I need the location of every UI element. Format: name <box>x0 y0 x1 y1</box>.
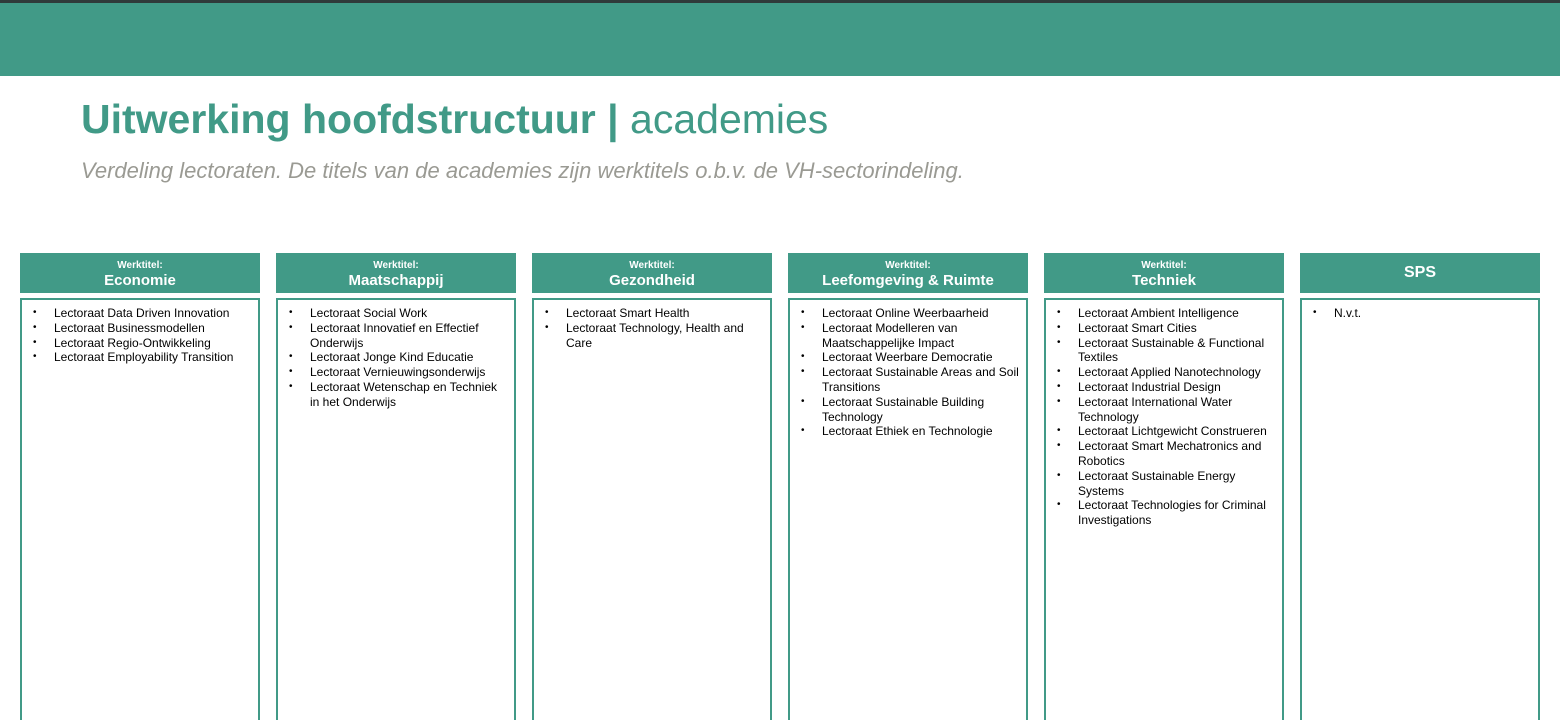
list-item <box>1046 365 1276 380</box>
bullet-icon: • <box>1057 380 1061 392</box>
page-subtitle: Verdeling lectoraten. De titels van de academies zijn werktitels o.b.v. de VH-sectorindeling. <box>81 158 964 183</box>
column-title: Maatschappij <box>348 272 444 289</box>
list-item-text: Lectoraat Smart Cities <box>1078 320 1197 335</box>
column-maatschappij <box>276 253 516 720</box>
column-kicker: Werktitel: <box>1141 260 1187 271</box>
lectoraten-list <box>278 300 514 410</box>
list-item <box>1046 439 1276 469</box>
list-item-text: Lectoraat Smart Mechatronics and Robotics <box>1078 439 1262 468</box>
bullet-icon: • <box>33 307 37 318</box>
column-leefomgeving-ruimte <box>788 253 1028 720</box>
list-item-text: Lectoraat Jonge Kind Educatie <box>310 350 474 365</box>
list-item <box>1046 395 1276 425</box>
lectoraten-list <box>534 300 770 350</box>
list-item <box>1046 321 1276 336</box>
bullet-icon: • <box>1057 336 1061 348</box>
column-body <box>788 298 1028 720</box>
list-item-text: Lectoraat Innovatief en Effectief Onderwijs <box>310 320 479 350</box>
list-item <box>22 321 252 336</box>
list-item-text: Lectoraat Industrial Design <box>1078 379 1221 394</box>
bullet-icon: • <box>545 307 549 318</box>
bullet-icon: • <box>289 307 293 318</box>
list-item-text: N.v.t. <box>1334 306 1362 320</box>
column-gezondheid <box>532 253 772 720</box>
column-body <box>1300 298 1540 720</box>
page-title-light: academies <box>630 96 829 142</box>
lectoraten-list <box>22 300 258 365</box>
bullet-icon: • <box>33 336 37 348</box>
lectoraten-list <box>1046 300 1282 528</box>
bullet-icon: • <box>1057 307 1061 318</box>
column-techniek <box>1044 253 1284 720</box>
bullet-icon: • <box>1057 366 1061 378</box>
bullet-icon: • <box>1057 321 1061 333</box>
column-header <box>20 253 260 293</box>
list-item-text: Lectoraat Sustainable Areas and Soil Transitions <box>822 365 1019 394</box>
list-item-text: Lectoraat Smart Health <box>566 306 690 320</box>
list-item <box>1046 306 1276 321</box>
column-title: Gezondheid <box>609 272 695 289</box>
column-body <box>276 298 516 720</box>
bullet-icon: • <box>1057 395 1061 407</box>
list-item <box>1302 306 1532 321</box>
list-item <box>534 306 764 321</box>
bullet-icon: • <box>289 351 293 363</box>
list-item <box>1046 469 1276 499</box>
page-title <box>81 95 828 143</box>
lectoraten-list <box>1302 300 1538 321</box>
list-item <box>790 306 1020 321</box>
list-item-text: Lectoraat Sustainable Energy Systems <box>1078 468 1236 498</box>
academies-columns <box>20 253 1540 720</box>
list-item <box>22 306 252 321</box>
list-item-text: Lectoraat Ambient Intelligence <box>1078 306 1239 320</box>
list-item-text: Lectoraat Wetenschap en Techniek in het Onderwijs <box>310 379 498 409</box>
list-item-text: Lectoraat Lichtgewicht Construeren <box>1078 424 1267 439</box>
list-item-text: Lectoraat Technology, Health and Care <box>566 320 744 350</box>
list-item <box>1046 424 1276 439</box>
bullet-icon: • <box>801 366 805 378</box>
column-title: Leefomgeving & Ruimte <box>822 272 994 289</box>
column-economie <box>20 253 260 720</box>
bullet-icon: • <box>1057 425 1061 437</box>
column-body <box>1044 298 1284 720</box>
list-item-text: Lectoraat Ethiek en Technologie <box>822 424 993 439</box>
column-title: SPS <box>1403 264 1436 281</box>
column-sps <box>1300 253 1540 720</box>
column-kicker: Werktitel: <box>629 260 675 271</box>
column-header <box>276 253 516 293</box>
header-band <box>0 3 1560 76</box>
bullet-icon: • <box>1057 469 1061 481</box>
list-item <box>790 424 1020 439</box>
column-body <box>532 298 772 720</box>
list-item-text: Lectoraat Vernieuwingsonderwijs <box>310 365 486 380</box>
list-item-text: Lectoraat International Water Technology <box>1078 394 1233 424</box>
list-item <box>534 321 764 351</box>
list-item-text: Lectoraat Technologies for Criminal Investigations <box>1078 498 1266 528</box>
list-item-text: Lectoraat Applied Nanotechnology <box>1078 365 1261 380</box>
bullet-icon: • <box>1313 307 1317 318</box>
list-item-text: Lectoraat Employability Transition <box>54 350 234 365</box>
bullet-icon: • <box>33 351 37 363</box>
column-header <box>532 253 772 293</box>
list-item-text: Lectoraat Data Driven Innovation <box>54 306 230 320</box>
bullet-icon: • <box>289 321 293 333</box>
list-item-text: Lectoraat Social Work <box>310 306 428 320</box>
bullet-icon: • <box>801 395 805 407</box>
lectoraten-list <box>790 300 1026 439</box>
bullet-icon: • <box>289 366 293 378</box>
bullet-icon: • <box>1057 440 1061 452</box>
list-item <box>790 321 1020 351</box>
column-header <box>1044 253 1284 293</box>
list-item <box>278 365 508 380</box>
bullet-icon: • <box>289 380 293 392</box>
list-item <box>790 395 1020 425</box>
list-item-text: Lectoraat Regio-Ontwikkeling <box>54 335 211 350</box>
list-item-text: Lectoraat Sustainable Building Technology <box>822 394 985 424</box>
list-item <box>1046 498 1276 528</box>
list-item <box>278 321 508 351</box>
list-item <box>22 350 252 365</box>
list-item <box>278 380 508 410</box>
bullet-icon: • <box>1057 499 1061 511</box>
list-item <box>1046 380 1276 395</box>
column-header <box>788 253 1028 293</box>
list-item-text: Lectoraat Sustainable & Functional Textiles <box>1078 335 1265 365</box>
column-header <box>1300 253 1540 293</box>
column-body <box>20 298 260 720</box>
list-item <box>1046 336 1276 366</box>
column-title: Economie <box>104 272 176 289</box>
list-item <box>22 336 252 351</box>
list-item-text: Lectoraat Weerbare Democratie <box>822 350 993 365</box>
list-item-text: Lectoraat Businessmodellen <box>54 320 205 335</box>
list-item <box>790 350 1020 365</box>
bullet-icon: • <box>801 425 805 437</box>
bullet-icon: • <box>33 321 37 333</box>
column-title: Techniek <box>1132 272 1196 289</box>
list-item-text: Lectoraat Modelleren van Maatschappelijke Impact <box>822 320 958 350</box>
list-item <box>278 306 508 321</box>
list-item <box>790 365 1020 395</box>
bullet-icon: • <box>801 307 805 318</box>
page-title-bold: Uitwerking hoofdstructuur | <box>81 96 619 142</box>
list-item-text: Lectoraat Online Weerbaarheid <box>822 306 989 320</box>
column-kicker: Werktitel: <box>885 260 931 271</box>
list-item <box>278 350 508 365</box>
column-kicker: Werktitel: <box>373 260 419 271</box>
bullet-icon: • <box>801 351 805 363</box>
bullet-icon: • <box>801 321 805 333</box>
bullet-icon: • <box>545 321 549 333</box>
column-kicker: Werktitel: <box>117 260 163 271</box>
